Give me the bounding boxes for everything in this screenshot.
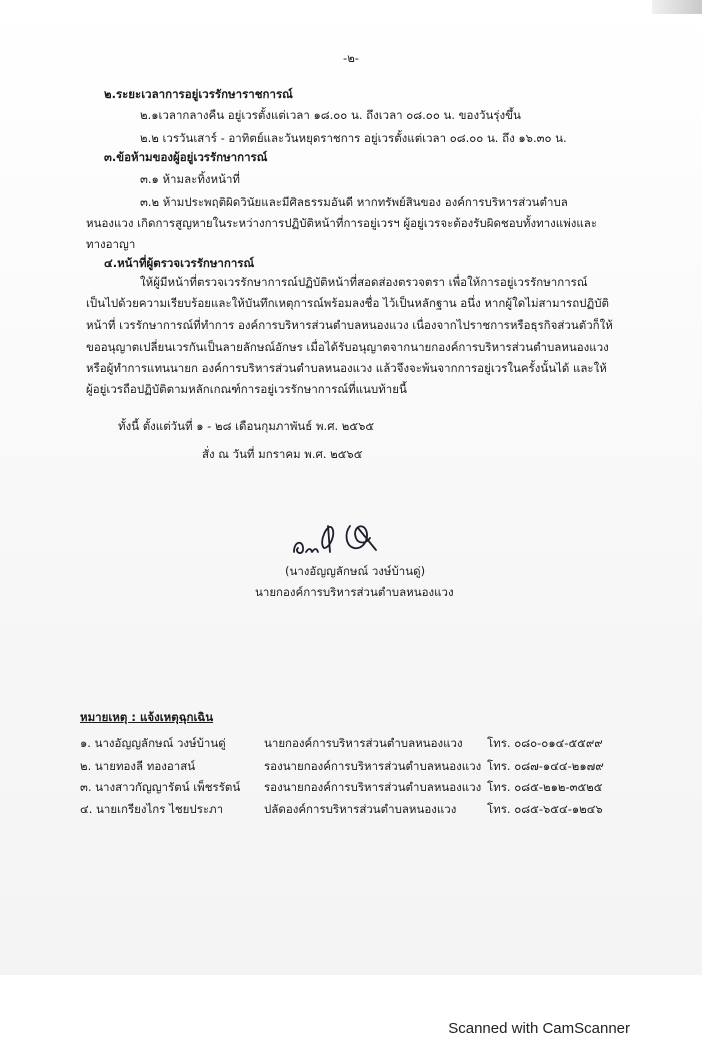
section3-item1: ๓.๑ ห้ามละทิ้งหน้าที่ bbox=[140, 172, 240, 186]
contact-phone: โทร. ๐๘๕-๖๕๔-๑๒๔๖ bbox=[487, 802, 603, 816]
page-number: -๒- bbox=[343, 51, 359, 65]
contact-phone: โทร. ๐๘๗-๑๔๔-๒๑๗๙ bbox=[487, 759, 604, 773]
contact-name: ๑. นางอัญญลักษณ์ วงษ์บ้านดู่ bbox=[80, 736, 226, 750]
effective-date: ทั้งนี้ ตั้งแต่วันที่ ๑ - ๒๘ เดือนกุมภาพันธ์ พ.ศ. ๒๕๖๕ bbox=[118, 419, 375, 433]
contact-name: ๓. นางสาวกัญญารัตน์ เพ็ชรรัตน์ bbox=[80, 780, 241, 794]
section3-heading: ๓.ข้อห้ามของผู้อยู่เวรรักษาการณ์ bbox=[104, 150, 268, 164]
scanner-footer bbox=[0, 975, 702, 1060]
contact-position: ปลัดองค์การบริหารส่วนตำบลหนองแวง bbox=[264, 802, 457, 816]
section2-item1: ๒.๑เวลากลางคืน อยู่เวรตั้งแต่เวลา ๑๘.๐๐ น. ถึงเวลา ๐๘.๐๐ น. ของวันรุ่งขึ้น bbox=[140, 108, 521, 122]
contact-position: รองนายกองค์การบริหารส่วนตำบลหนองแวง bbox=[264, 759, 482, 773]
section4-line: หรือผู้ทำการแทนนายก องค์การบริหารส่วนตำบลหนองแวง แล้วจึงจะพ้นจากการอยู่เวรในครั้งนั้นได้ และให้ bbox=[86, 361, 607, 375]
signer-title: นายกองค์การบริหารส่วนตำบลหนองแวง bbox=[255, 585, 454, 599]
section4-line: ขออนุญาตเปลี่ยนเวรกันเป็นลายลักษณ์อักษร เมื่อได้รับอนุญาตจากนายกองค์การบริหารส่วนตำบลหนองแวง bbox=[86, 340, 609, 354]
page-fold-shadow bbox=[652, 0, 702, 14]
ordered-date: สั่ง ณ วันที่ มกราคม พ.ศ. ๒๕๖๕ bbox=[202, 447, 363, 461]
section3-item2-line: ๓.๒ ห้ามประพฤติผิดวินัยและมีศิลธรรมอันดี หากทรัพย์สินของ องค์การบริหารส่วนตำบล bbox=[140, 195, 568, 209]
section4-line: ให้ผู้มีหน้าที่ตรวจเวรรักษาการณ์ปฏิบัติหน้าที่สอดส่องตรวจตรา เพื่อให้การอยู่เวรรักษาการณ์ bbox=[140, 275, 588, 289]
section3-item2-line: ทางอาญา bbox=[86, 237, 136, 251]
contact-position: รองนายกองค์การบริหารส่วนตำบลหนองแวง bbox=[264, 780, 482, 794]
section3-item2-line: หนองแวง เกิดการสูญหายในระหว่างการปฏิบัติหน้าที่การอยู่เวรฯ ผู้อยู่เวรจะต้องรับผิดชอบทั้งทางแพ่งและ bbox=[86, 216, 598, 230]
camscanner-watermark: Scanned with CamScanner bbox=[448, 1020, 630, 1037]
note-heading: หมายเหตุ : แจ้งเหตุฉุกเฉิน bbox=[80, 710, 214, 724]
section4-line: เป็นไปด้วยความเรียบร้อยและให้บันทึกเหตุการณ์พร้อมลงชื่อ ไว้เป็นหลักฐาน อนึ่ง หากผู้ใดไม่สามารถปฏิบัติ bbox=[86, 296, 609, 310]
section4-heading: ๔.หน้าที่ผู้ตรวจเวรรักษาการณ์ bbox=[104, 256, 255, 270]
contact-phone: โทร. ๐๘๐-๐๑๔-๕๕๙๙ bbox=[487, 736, 603, 750]
section2-heading: ๒.ระยะเวลาการอยู่เวรรักษาราชการณ์ bbox=[104, 87, 293, 101]
signature-image bbox=[288, 508, 388, 558]
contact-phone: โทร. ๐๘๕-๒๑๒-๓๕๒๕ bbox=[487, 780, 603, 794]
contact-name: ๒. นายทองลี ทองอาสน์ bbox=[80, 759, 196, 773]
signer-name: (นางอัญญลักษณ์ วงษ์บ้านดู่) bbox=[285, 564, 426, 578]
contact-name: ๔. นายเกรียงไกร ไชยประภา bbox=[80, 802, 224, 816]
section4-line: หน้าที่ เวรรักษาการณ์ที่ทำการ องค์การบริหารส่วนตำบลหนองแวง เนื่องจากไปราชการหรือธุรกิจส่วนตัวก็ให้ bbox=[86, 318, 613, 332]
section2-item2: ๒.๒ เวรวันเสาร์ - อาทิตย์และวันหยุดราชการ อยู่เวรตั้งแต่เวลา ๐๘.๐๐ น. ถึง ๑๖.๓๐ น. bbox=[140, 131, 567, 145]
section4-line: ผู้อยู่เวรถือปฏิบัติตามหลักเกณฑ์การอยู่เวรรักษาการณ์ที่แนบท้ายนี้ bbox=[86, 382, 407, 396]
contact-position: นายกองค์การบริหารส่วนตำบลหนองแวง bbox=[264, 736, 463, 750]
